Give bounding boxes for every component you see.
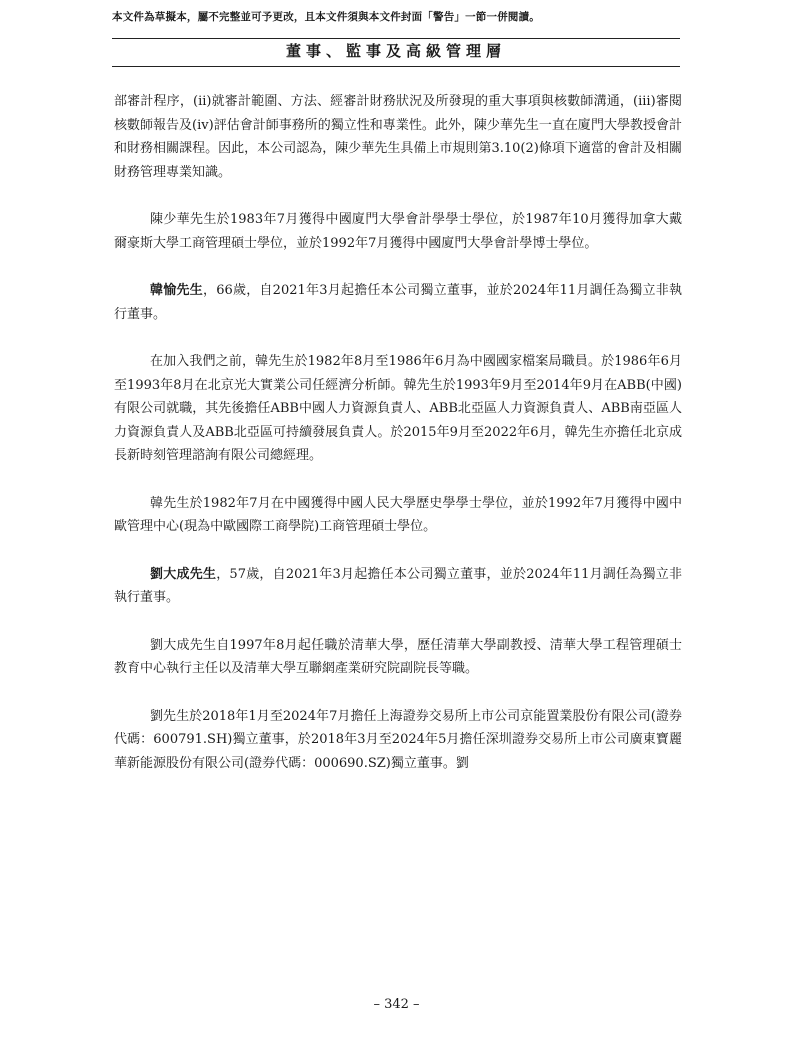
paragraph-han-intro <box>114 279 682 326</box>
header-rule-top <box>112 38 680 39</box>
paragraph-liu-tsinghua <box>114 634 682 681</box>
paragraph-han-education <box>114 492 682 539</box>
paragraph-text: 在加入我們之前，韓先生於1982年8月至1986年6月為中國國家檔案局職員。於1986年6月至1993年8月在北京光大實業公司任經濟分析師。韓先生於1993年9月至2014年9月在ABB(中國)有限公司就職，其先後擔任ABB中國人力資源負責人、ABB北亞區人力資源負責人、ABB南亞區人力資源負責人及ABB北亞區可持續發展負責人。於2015年9月至2022年6月，韓先生亦擔任北京成長新時刻管理諮詢有限公司總經理。 <box>114 354 682 463</box>
paragraph-liu-intro <box>114 563 682 610</box>
paragraph-text: 劉大成先生自1997年8月起任職於清華大學，歷任清華大學副教授、清華大學工程管理碩士教育中心執行主任以及清華大學互聯網產業研究院副院長等職。 <box>114 637 682 676</box>
paragraph-text: 部審計程序，(ii)就審計範圍、方法、經審計財務狀況及所發現的重大事項與核數師溝通，(iii)審閱核數師報告及(iv)評估會計師事務所的獨立性和專業性。此外，陳少華先生一直在廈門大學教授會計和財務相關課程。因此，本公司認為，陳少華先生具備上市規則第3.10(2)條項下適當的會計及相關財務管理專業知識。 <box>114 94 682 180</box>
header-rule-bottom <box>112 66 680 67</box>
paragraph-text: 劉先生於2018年1月至2024年7月擔任上海證券交易所上市公司京能置業股份有限公司(證券代碼：600791.SH)獨立董事，於2018年3月至2024年5月擔任深圳證券交易所上市公司廣東寶麗華新能源股份有限公司(證券代碼：000690.SZ)獨立董事。劉 <box>114 708 682 771</box>
paragraph-text: 陳少華先生於1983年7月獲得中國廈門大學會計學學士學位，於1987年10月獲得加拿大戴爾豪斯大學工商管理碩士學位，並於1992年7月獲得中國廈門大學會計學博士學位。 <box>114 212 682 251</box>
page-number: – 342 – <box>373 997 420 1012</box>
paragraph-text: 韓先生於1982年7月在中國獲得中國人民大學歷史學學士學位，並於1992年7月獲得中國中歐管理中心(現為中歐國際工商學院)工商管理碩士學位。 <box>114 495 682 534</box>
paragraph-chen-education <box>114 208 682 255</box>
paragraph-text: ，57歲，自2021年3月起擔任本公司獨立董事，並於2024年11月調任為獨立非執行董事。 <box>114 566 682 605</box>
draft-disclaimer: 本文件為草擬本，屬不完整並可予更改，且本文件須與本文件封面「警告」一節一併閱讀。 <box>112 11 540 23</box>
section-title: 董事、監事及高級管理層 <box>285 42 506 60</box>
paragraph-han-career <box>114 350 682 468</box>
paragraph-text: ，66歲，自2021年3月起擔任本公司獨立董事，並於2024年11月調任為獨立非執行董事。 <box>114 283 682 322</box>
director-name-liu: 劉大成先生 <box>150 566 217 582</box>
paragraph-audit-expertise <box>114 90 682 184</box>
paragraph-liu-directorships <box>114 705 682 776</box>
director-name-han: 韓愉先生 <box>150 283 203 298</box>
body-text <box>114 90 682 799</box>
